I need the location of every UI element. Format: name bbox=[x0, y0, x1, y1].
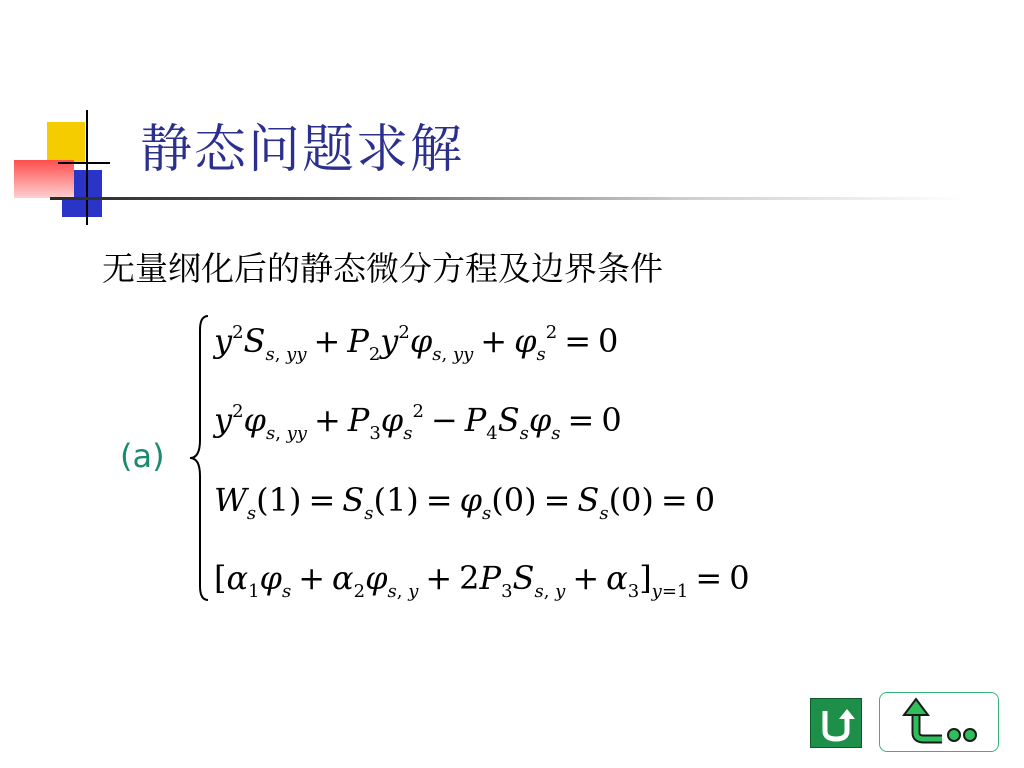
return-arrow-icon bbox=[811, 699, 861, 747]
decor-short-line bbox=[58, 162, 110, 164]
slide-title: 静态问题求解 bbox=[140, 120, 465, 180]
equation-1: $y^2S_{s, yy} + P_2y^2\varphi_{s, yy} + \varphi_s^2 = 0$ bbox=[214, 322, 619, 365]
decor-red-square bbox=[14, 160, 74, 198]
equation-label: (a) bbox=[120, 437, 165, 475]
back-arrow-dots-icon bbox=[880, 693, 998, 751]
back-button[interactable] bbox=[879, 692, 999, 752]
title-underline bbox=[50, 197, 965, 200]
return-button[interactable] bbox=[810, 698, 862, 748]
equation-4: $[\alpha_1\varphi_s + \alpha_2\varphi_{s, y} + 2P_3S_{s, y} + \alpha_3]_{y=1} = 0$ bbox=[214, 559, 750, 602]
decor-yellow-square bbox=[47, 122, 85, 162]
decor-vertical-line bbox=[86, 110, 88, 225]
equation-3: $W_s(1) = S_s(1) = \varphi_s(0) = S_s(0) = 0$ bbox=[214, 481, 716, 524]
slide-subtitle: 无量纲化后的静态微分方程及边界条件 bbox=[102, 249, 663, 288]
equation-2: $y^2\varphi_{s, yy} + P_3\varphi_s^2 - P_4S_s\varphi_s = 0$ bbox=[214, 401, 622, 444]
equation-brace bbox=[186, 312, 212, 604]
